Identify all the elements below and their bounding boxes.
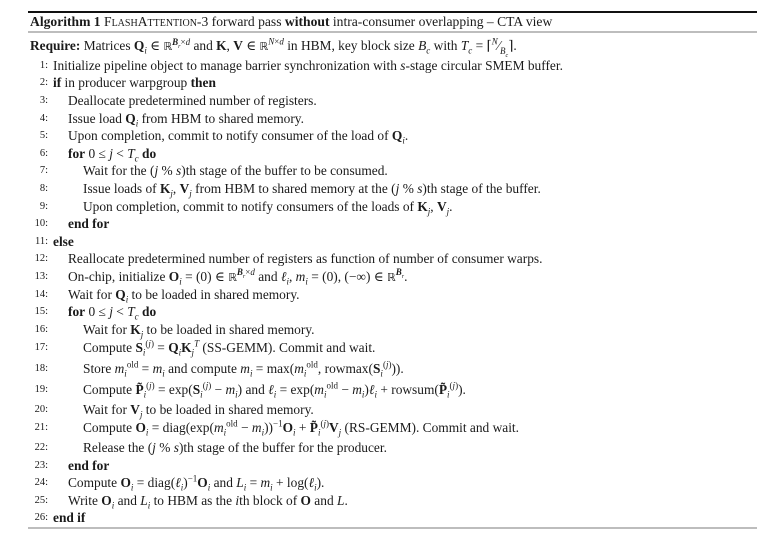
line-24: 24: Compute $O_i$ = $diag(\ell_i)^{-1}O_i$ and $L_i = m_i$ + log(ℓ$_i$). bbox=[34, 473, 325, 493]
caption-title-bold: without bbox=[284, 14, 330, 29]
algorithm-lines bbox=[28, 36, 757, 527]
line-6: 6: for $0 \le j < T_c$ do bbox=[39, 145, 157, 164]
line-17: 17: Compute $S_i^{(j)} = Q_iK_j^T$ (SS-GEMM). Commit and wait. bbox=[34, 338, 376, 358]
line-8: 8: Issue loads of $K_j$, $V_j$ from HBM to shared memory at the (j % s)th stage of the buffer. bbox=[39, 180, 541, 199]
line-25: 25: Write $O_i$ and $L_i$ to HBM as the ith block of O and L. bbox=[34, 492, 348, 511]
line-22: 22: Release the (j % s)th stage of the buffer for the producer. bbox=[34, 440, 387, 456]
line-23: 23: end for bbox=[34, 457, 110, 473]
line-7: 7: Wait for the (j % s)th stage of the buffer to be consumed. bbox=[39, 163, 388, 179]
line-11: 11: else bbox=[34, 233, 74, 249]
caption-title-rest-2: intra-consumer overlapping – CTA view bbox=[329, 14, 553, 29]
line-1: 1: Initialize pipeline object to manage barrier synchronization with s-stage circular SMEM buffer. bbox=[28, 57, 757, 75]
caption-rule bbox=[28, 31, 757, 33]
line-26: 26: end if bbox=[34, 510, 86, 526]
line-2: 2: if in producer warpgroup then bbox=[39, 75, 216, 91]
line-19: 19: Compute $P̃_i^{(j)} = \exp(S_i^{(j)} - m_i)$ and ℓ$_i$ = $\exp(m_i^{old}$ − $m_i)\ell_i$ + $rowsum(P̃_i^{(j)})$. bbox=[34, 380, 466, 400]
bottom-rule bbox=[28, 527, 757, 529]
caption-title-rest-1: forward pass bbox=[208, 14, 285, 29]
line-13: 13: On-chip, initialize $O_i = (0)$ ∈ ℝ$^{B_r\times d}$ and ℓ$_i$, $m_i = (0)$, (−∞) ∈ ℝ$^{B_r}$. bbox=[34, 267, 408, 287]
caption-label: Algorithm 1 bbox=[30, 14, 101, 29]
line-number: 1: bbox=[39, 59, 48, 71]
line-15: 15: for $0 \le j < T_c$ do bbox=[34, 304, 157, 322]
algorithm-caption bbox=[30, 12, 552, 31]
require-keyword: Require: bbox=[30, 38, 81, 53]
line-10: 10: end for bbox=[34, 216, 110, 232]
require-line: Require: Matrices $Q_i$ ∈ ℝ$^{B_r\times d}$ and K, V ∈ ℝ$^{N\times d}$ in HBM, key block size $B_c$ with $T_c$ = $⌈^N⁄_{B_c}⌉$. bbox=[30, 36, 517, 59]
line-3: 3: Deallocate predetermined number of registers. bbox=[39, 92, 317, 108]
line-4: 4: Issue load $Q_i$ from HBM to shared memory. bbox=[39, 110, 304, 129]
line-14: 14: Wait for $Q_i$ to be loaded in shared memory. bbox=[34, 286, 300, 305]
line-12: 12: Reallocate predetermined number of registers as function of number of consumer warps. bbox=[34, 251, 543, 267]
caption-title-smallcaps: FlashAttention-3 bbox=[104, 14, 209, 29]
line-9: 9: Upon completion, commit to notify consumers of the loads of $K_j$, $V_j$. bbox=[39, 198, 453, 217]
line-5: 5: Upon completion, commit to notify consumer of the load of $Q_i$. bbox=[39, 128, 409, 146]
line-21: 21: Compute $O_i$ = $diag(\exp(m_i^{old} - m_i))^{-1}O_i$ + $P̃_i^{(j)}V_j$ (RS-GEMM). Commit and wait. bbox=[34, 418, 519, 438]
line-20: 20: Wait for $V_j$ to be loaded in shared memory. bbox=[34, 401, 314, 420]
line-16: 16: Wait for $K_j$ to be loaded in shared memory. bbox=[34, 321, 315, 340]
line-18: 18: Store $m_i^{old} = m_i$ and compute $m_i = \max(m_i^{old}$, $rowmax(S_i^{(j)})$). bbox=[34, 359, 404, 379]
